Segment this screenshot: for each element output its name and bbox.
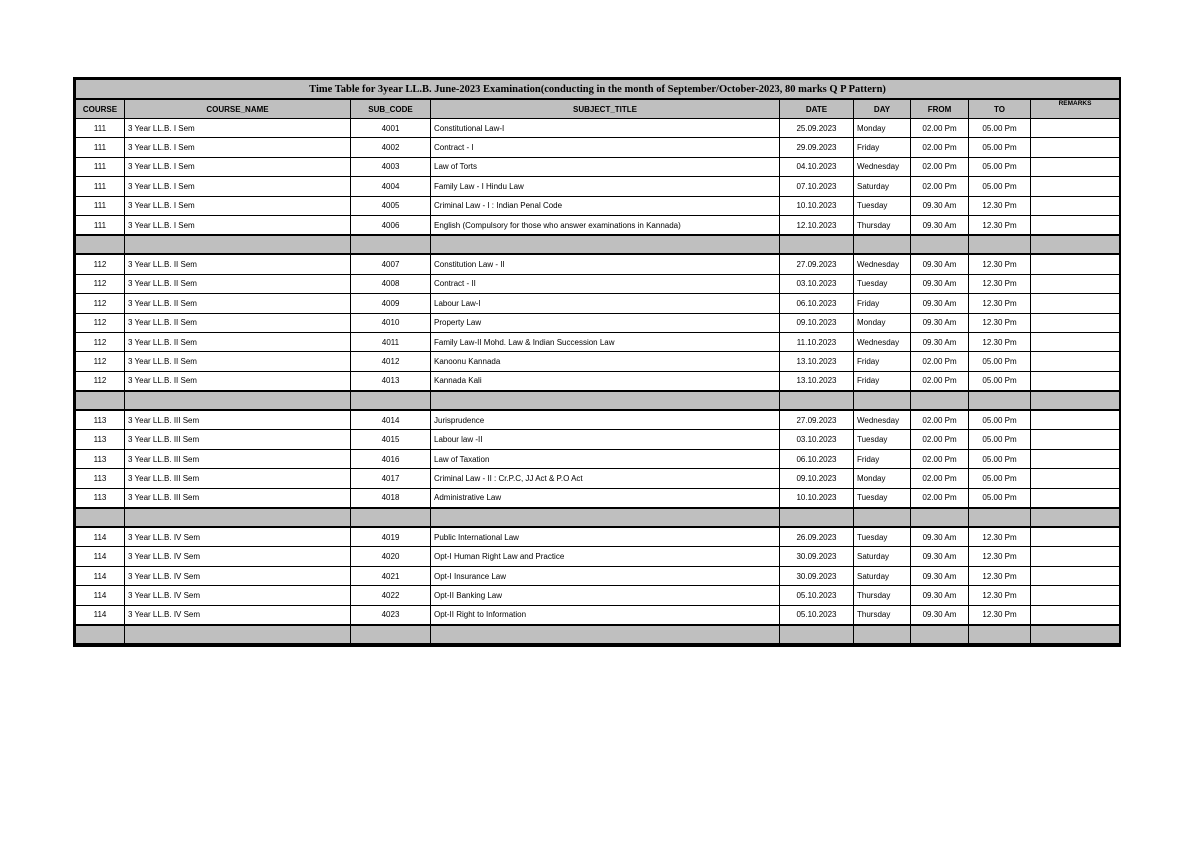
course-name-cell: 3 Year LL.B. IV Sem bbox=[125, 527, 351, 547]
sub-code-cell: 4022 bbox=[351, 586, 431, 605]
from-cell: 09.30 Am bbox=[911, 254, 969, 274]
course-name-cell: 3 Year LL.B. I Sem bbox=[125, 119, 351, 138]
to-cell: 12.30 Pm bbox=[969, 254, 1031, 274]
separator-cell bbox=[911, 625, 969, 644]
subject-title-cell: Contract - I bbox=[431, 138, 780, 157]
sub-code-cell: 4007 bbox=[351, 254, 431, 274]
from-cell: 02.00 Pm bbox=[911, 177, 969, 196]
course-cell: 113 bbox=[76, 410, 125, 430]
column-header-from: FROM bbox=[911, 99, 969, 119]
remarks-cell bbox=[1031, 177, 1120, 196]
course-cell: 113 bbox=[76, 469, 125, 488]
course-name-cell: 3 Year LL.B. III Sem bbox=[125, 449, 351, 468]
remarks-cell bbox=[1031, 138, 1120, 157]
separator-cell bbox=[76, 508, 125, 527]
column-header-date: DATE bbox=[780, 99, 854, 119]
group-separator-row bbox=[76, 391, 1120, 410]
day-cell: Thursday bbox=[854, 586, 911, 605]
from-cell: 09.30 Am bbox=[911, 566, 969, 585]
to-cell: 12.30 Pm bbox=[969, 586, 1031, 605]
from-cell: 09.30 Am bbox=[911, 332, 969, 351]
course-cell: 112 bbox=[76, 294, 125, 313]
date-cell: 03.10.2023 bbox=[780, 430, 854, 449]
subject-title-cell: Law of Torts bbox=[431, 157, 780, 176]
date-cell: 05.10.2023 bbox=[780, 586, 854, 605]
separator-cell bbox=[76, 625, 125, 644]
from-cell: 02.00 Pm bbox=[911, 371, 969, 391]
table-row bbox=[76, 138, 1120, 157]
subject-title-cell: Opt-II Right to Information bbox=[431, 605, 780, 625]
date-cell: 29.09.2023 bbox=[780, 138, 854, 157]
from-cell: 09.30 Am bbox=[911, 215, 969, 235]
table-row bbox=[76, 586, 1120, 605]
table-row bbox=[76, 371, 1120, 391]
column-header-remarks: REMARKS bbox=[1031, 99, 1120, 119]
sub-code-cell: 4009 bbox=[351, 294, 431, 313]
date-cell: 11.10.2023 bbox=[780, 332, 854, 351]
table-row bbox=[76, 547, 1120, 566]
to-cell: 05.00 Pm bbox=[969, 352, 1031, 371]
to-cell: 12.30 Pm bbox=[969, 527, 1031, 547]
date-cell: 10.10.2023 bbox=[780, 196, 854, 215]
separator-cell bbox=[1031, 391, 1120, 410]
separator-cell bbox=[351, 391, 431, 410]
date-cell: 04.10.2023 bbox=[780, 157, 854, 176]
table-row bbox=[76, 274, 1120, 293]
column-header-course: COURSE bbox=[76, 99, 125, 119]
course-name-cell: 3 Year LL.B. I Sem bbox=[125, 138, 351, 157]
to-cell: 05.00 Pm bbox=[969, 119, 1031, 138]
remarks-cell bbox=[1031, 119, 1120, 138]
timetable bbox=[75, 79, 1120, 645]
to-cell: 05.00 Pm bbox=[969, 469, 1031, 488]
course-cell: 112 bbox=[76, 254, 125, 274]
subject-title-cell: Opt-I Insurance Law bbox=[431, 566, 780, 585]
sub-code-cell: 4003 bbox=[351, 157, 431, 176]
course-cell: 111 bbox=[76, 215, 125, 235]
day-cell: Monday bbox=[854, 119, 911, 138]
date-cell: 30.09.2023 bbox=[780, 566, 854, 585]
course-name-cell: 3 Year LL.B. II Sem bbox=[125, 352, 351, 371]
date-cell: 13.10.2023 bbox=[780, 352, 854, 371]
day-cell: Tuesday bbox=[854, 430, 911, 449]
to-cell: 12.30 Pm bbox=[969, 605, 1031, 625]
table-row bbox=[76, 294, 1120, 313]
table-row bbox=[76, 254, 1120, 274]
course-name-cell: 3 Year LL.B. III Sem bbox=[125, 430, 351, 449]
from-cell: 02.00 Pm bbox=[911, 352, 969, 371]
course-name-cell: 3 Year LL.B. II Sem bbox=[125, 294, 351, 313]
course-name-cell: 3 Year LL.B. I Sem bbox=[125, 196, 351, 215]
day-cell: Friday bbox=[854, 352, 911, 371]
date-cell: 05.10.2023 bbox=[780, 605, 854, 625]
course-cell: 111 bbox=[76, 119, 125, 138]
sub-code-cell: 4004 bbox=[351, 177, 431, 196]
separator-cell bbox=[780, 625, 854, 644]
day-cell: Thursday bbox=[854, 215, 911, 235]
subject-title-cell: Property Law bbox=[431, 313, 780, 332]
course-name-cell: 3 Year LL.B. I Sem bbox=[125, 157, 351, 176]
separator-cell bbox=[969, 391, 1031, 410]
remarks-cell bbox=[1031, 488, 1120, 508]
table-row bbox=[76, 410, 1120, 430]
to-cell: 05.00 Pm bbox=[969, 157, 1031, 176]
date-cell: 27.09.2023 bbox=[780, 410, 854, 430]
sub-code-cell: 4023 bbox=[351, 605, 431, 625]
course-name-cell: 3 Year LL.B. II Sem bbox=[125, 274, 351, 293]
course-name-cell: 3 Year LL.B. II Sem bbox=[125, 313, 351, 332]
remarks-cell bbox=[1031, 371, 1120, 391]
sub-code-cell: 4006 bbox=[351, 215, 431, 235]
to-cell: 05.00 Pm bbox=[969, 371, 1031, 391]
column-header-sub-code: SUB_CODE bbox=[351, 99, 431, 119]
table-row bbox=[76, 215, 1120, 235]
timetable-sheet bbox=[73, 77, 1121, 647]
separator-cell bbox=[854, 508, 911, 527]
sub-code-cell: 4014 bbox=[351, 410, 431, 430]
subject-title-cell: Law of Taxation bbox=[431, 449, 780, 468]
from-cell: 09.30 Am bbox=[911, 196, 969, 215]
subject-title-cell: Labour law -II bbox=[431, 430, 780, 449]
day-cell: Thursday bbox=[854, 605, 911, 625]
table-row bbox=[76, 119, 1120, 138]
remarks-cell bbox=[1031, 566, 1120, 585]
course-name-cell: 3 Year LL.B. IV Sem bbox=[125, 605, 351, 625]
to-cell: 12.30 Pm bbox=[969, 313, 1031, 332]
subject-title-cell: Kannada Kali bbox=[431, 371, 780, 391]
from-cell: 09.30 Am bbox=[911, 586, 969, 605]
separator-cell bbox=[969, 235, 1031, 254]
separator-cell bbox=[780, 391, 854, 410]
separator-cell bbox=[431, 235, 780, 254]
remarks-cell bbox=[1031, 274, 1120, 293]
day-cell: Tuesday bbox=[854, 527, 911, 547]
sub-code-cell: 4016 bbox=[351, 449, 431, 468]
course-cell: 114 bbox=[76, 547, 125, 566]
subject-title-cell: Contract - II bbox=[431, 274, 780, 293]
separator-cell bbox=[969, 625, 1031, 644]
course-name-cell: 3 Year LL.B. III Sem bbox=[125, 469, 351, 488]
group-separator-row bbox=[76, 625, 1120, 644]
subject-title-cell: Family Law - I Hindu Law bbox=[431, 177, 780, 196]
remarks-cell bbox=[1031, 449, 1120, 468]
date-cell: 13.10.2023 bbox=[780, 371, 854, 391]
course-cell: 113 bbox=[76, 488, 125, 508]
day-cell: Wednesday bbox=[854, 410, 911, 430]
course-name-cell: 3 Year LL.B. I Sem bbox=[125, 177, 351, 196]
from-cell: 09.30 Am bbox=[911, 313, 969, 332]
separator-cell bbox=[854, 625, 911, 644]
day-cell: Saturday bbox=[854, 177, 911, 196]
course-name-cell: 3 Year LL.B. IV Sem bbox=[125, 586, 351, 605]
to-cell: 05.00 Pm bbox=[969, 430, 1031, 449]
separator-cell bbox=[854, 391, 911, 410]
column-header-day: DAY bbox=[854, 99, 911, 119]
remarks-cell bbox=[1031, 410, 1120, 430]
separator-cell bbox=[780, 508, 854, 527]
date-cell: 12.10.2023 bbox=[780, 215, 854, 235]
course-cell: 112 bbox=[76, 313, 125, 332]
separator-cell bbox=[125, 625, 351, 644]
date-cell: 06.10.2023 bbox=[780, 294, 854, 313]
remarks-cell bbox=[1031, 469, 1120, 488]
from-cell: 02.00 Pm bbox=[911, 157, 969, 176]
to-cell: 12.30 Pm bbox=[969, 274, 1031, 293]
remarks-cell bbox=[1031, 547, 1120, 566]
group-separator-row bbox=[76, 235, 1120, 254]
separator-cell bbox=[351, 625, 431, 644]
separator-cell bbox=[780, 235, 854, 254]
date-cell: 07.10.2023 bbox=[780, 177, 854, 196]
to-cell: 12.30 Pm bbox=[969, 332, 1031, 351]
subject-title-cell: Constitutional Law-I bbox=[431, 119, 780, 138]
course-cell: 112 bbox=[76, 332, 125, 351]
group-separator-row bbox=[76, 508, 1120, 527]
separator-cell bbox=[76, 235, 125, 254]
subject-title-cell: Kanoonu Kannada bbox=[431, 352, 780, 371]
day-cell: Tuesday bbox=[854, 274, 911, 293]
separator-cell bbox=[911, 235, 969, 254]
subject-title-cell: Jurisprudence bbox=[431, 410, 780, 430]
table-row bbox=[76, 469, 1120, 488]
sub-code-cell: 4008 bbox=[351, 274, 431, 293]
to-cell: 12.30 Pm bbox=[969, 547, 1031, 566]
separator-cell bbox=[1031, 625, 1120, 644]
day-cell: Tuesday bbox=[854, 196, 911, 215]
date-cell: 26.09.2023 bbox=[780, 527, 854, 547]
course-name-cell: 3 Year LL.B. IV Sem bbox=[125, 547, 351, 566]
table-row bbox=[76, 352, 1120, 371]
date-cell: 30.09.2023 bbox=[780, 547, 854, 566]
to-cell: 12.30 Pm bbox=[969, 294, 1031, 313]
column-header-course-name: COURSE_NAME bbox=[125, 99, 351, 119]
to-cell: 12.30 Pm bbox=[969, 566, 1031, 585]
from-cell: 02.00 Pm bbox=[911, 430, 969, 449]
course-cell: 111 bbox=[76, 177, 125, 196]
sub-code-cell: 4011 bbox=[351, 332, 431, 351]
separator-cell bbox=[854, 235, 911, 254]
separator-cell bbox=[911, 391, 969, 410]
from-cell: 09.30 Am bbox=[911, 294, 969, 313]
course-cell: 113 bbox=[76, 430, 125, 449]
from-cell: 09.30 Am bbox=[911, 527, 969, 547]
subject-title-cell: Opt-I Human Right Law and Practice bbox=[431, 547, 780, 566]
sub-code-cell: 4019 bbox=[351, 527, 431, 547]
sub-code-cell: 4005 bbox=[351, 196, 431, 215]
remarks-cell bbox=[1031, 430, 1120, 449]
remarks-cell bbox=[1031, 157, 1120, 176]
date-cell: 03.10.2023 bbox=[780, 274, 854, 293]
separator-cell bbox=[125, 235, 351, 254]
day-cell: Friday bbox=[854, 138, 911, 157]
separator-cell bbox=[1031, 235, 1120, 254]
course-cell: 111 bbox=[76, 138, 125, 157]
subject-title-cell: Public International Law bbox=[431, 527, 780, 547]
table-row bbox=[76, 605, 1120, 625]
sub-code-cell: 4010 bbox=[351, 313, 431, 332]
separator-cell bbox=[125, 508, 351, 527]
subject-title-cell: Criminal Law - II : Cr.P.C, JJ Act & P.O Act bbox=[431, 469, 780, 488]
separator-cell bbox=[351, 508, 431, 527]
day-cell: Friday bbox=[854, 294, 911, 313]
subject-title-cell: English (Compulsory for those who answer examinations in Kannada) bbox=[431, 215, 780, 235]
table-row bbox=[76, 196, 1120, 215]
table-row bbox=[76, 566, 1120, 585]
day-cell: Monday bbox=[854, 313, 911, 332]
remarks-cell bbox=[1031, 586, 1120, 605]
course-name-cell: 3 Year LL.B. II Sem bbox=[125, 332, 351, 351]
to-cell: 05.00 Pm bbox=[969, 138, 1031, 157]
column-header-subject-title: SUBJECT_TITLE bbox=[431, 99, 780, 119]
from-cell: 02.00 Pm bbox=[911, 119, 969, 138]
separator-cell bbox=[1031, 508, 1120, 527]
sub-code-cell: 4015 bbox=[351, 430, 431, 449]
date-cell: 09.10.2023 bbox=[780, 469, 854, 488]
remarks-cell bbox=[1031, 527, 1120, 547]
day-cell: Friday bbox=[854, 371, 911, 391]
sub-code-cell: 4017 bbox=[351, 469, 431, 488]
from-cell: 09.30 Am bbox=[911, 605, 969, 625]
course-cell: 114 bbox=[76, 605, 125, 625]
course-cell: 113 bbox=[76, 449, 125, 468]
separator-cell bbox=[969, 508, 1031, 527]
separator-cell bbox=[431, 508, 780, 527]
table-row bbox=[76, 177, 1120, 196]
remarks-cell bbox=[1031, 313, 1120, 332]
from-cell: 02.00 Pm bbox=[911, 449, 969, 468]
course-name-cell: 3 Year LL.B. II Sem bbox=[125, 371, 351, 391]
from-cell: 02.00 Pm bbox=[911, 469, 969, 488]
date-cell: 25.09.2023 bbox=[780, 119, 854, 138]
date-cell: 27.09.2023 bbox=[780, 254, 854, 274]
to-cell: 12.30 Pm bbox=[969, 215, 1031, 235]
column-header-to: TO bbox=[969, 99, 1031, 119]
table-row bbox=[76, 449, 1120, 468]
table-row bbox=[76, 313, 1120, 332]
remarks-cell bbox=[1031, 215, 1120, 235]
course-cell: 112 bbox=[76, 352, 125, 371]
separator-cell bbox=[431, 391, 780, 410]
course-cell: 114 bbox=[76, 527, 125, 547]
table-row bbox=[76, 430, 1120, 449]
subject-title-cell: Administrative Law bbox=[431, 488, 780, 508]
to-cell: 12.30 Pm bbox=[969, 196, 1031, 215]
course-name-cell: 3 Year LL.B. I Sem bbox=[125, 215, 351, 235]
separator-cell bbox=[351, 235, 431, 254]
to-cell: 05.00 Pm bbox=[969, 177, 1031, 196]
from-cell: 02.00 Pm bbox=[911, 488, 969, 508]
from-cell: 09.30 Am bbox=[911, 547, 969, 566]
course-cell: 112 bbox=[76, 371, 125, 391]
sub-code-cell: 4018 bbox=[351, 488, 431, 508]
course-cell: 112 bbox=[76, 274, 125, 293]
day-cell: Saturday bbox=[854, 547, 911, 566]
subject-title-cell: Criminal Law - I : Indian Penal Code bbox=[431, 196, 780, 215]
day-cell: Friday bbox=[854, 449, 911, 468]
sub-code-cell: 4001 bbox=[351, 119, 431, 138]
remarks-cell bbox=[1031, 294, 1120, 313]
day-cell: Wednesday bbox=[854, 157, 911, 176]
subject-title-cell: Constitution Law - II bbox=[431, 254, 780, 274]
day-cell: Tuesday bbox=[854, 488, 911, 508]
course-cell: 114 bbox=[76, 586, 125, 605]
course-cell: 111 bbox=[76, 196, 125, 215]
remarks-cell bbox=[1031, 332, 1120, 351]
day-cell: Saturday bbox=[854, 566, 911, 585]
separator-cell bbox=[76, 391, 125, 410]
remarks-cell bbox=[1031, 605, 1120, 625]
day-cell: Wednesday bbox=[854, 254, 911, 274]
day-cell: Wednesday bbox=[854, 332, 911, 351]
table-row bbox=[76, 527, 1120, 547]
date-cell: 09.10.2023 bbox=[780, 313, 854, 332]
subject-title-cell: Family Law-II Mohd. Law & Indian Succession Law bbox=[431, 332, 780, 351]
from-cell: 09.30 Am bbox=[911, 274, 969, 293]
sub-code-cell: 4021 bbox=[351, 566, 431, 585]
course-name-cell: 3 Year LL.B. II Sem bbox=[125, 254, 351, 274]
page-title: Time Table for 3year LL.B. June-2023 Examination(conducting in the month of September/October-2023, 80 marks Q P Pattern) bbox=[76, 80, 1120, 100]
separator-cell bbox=[125, 391, 351, 410]
course-cell: 111 bbox=[76, 157, 125, 176]
subject-title-cell: Labour Law-I bbox=[431, 294, 780, 313]
to-cell: 05.00 Pm bbox=[969, 410, 1031, 430]
table-row bbox=[76, 488, 1120, 508]
table-row bbox=[76, 332, 1120, 351]
sub-code-cell: 4013 bbox=[351, 371, 431, 391]
from-cell: 02.00 Pm bbox=[911, 138, 969, 157]
to-cell: 05.00 Pm bbox=[969, 449, 1031, 468]
to-cell: 05.00 Pm bbox=[969, 488, 1031, 508]
from-cell: 02.00 Pm bbox=[911, 410, 969, 430]
day-cell: Monday bbox=[854, 469, 911, 488]
course-cell: 114 bbox=[76, 566, 125, 585]
sub-code-cell: 4012 bbox=[351, 352, 431, 371]
course-name-cell: 3 Year LL.B. III Sem bbox=[125, 488, 351, 508]
remarks-cell bbox=[1031, 196, 1120, 215]
subject-title-cell: Opt-II Banking Law bbox=[431, 586, 780, 605]
sub-code-cell: 4002 bbox=[351, 138, 431, 157]
course-name-cell: 3 Year LL.B. III Sem bbox=[125, 410, 351, 430]
sub-code-cell: 4020 bbox=[351, 547, 431, 566]
date-cell: 10.10.2023 bbox=[780, 488, 854, 508]
date-cell: 06.10.2023 bbox=[780, 449, 854, 468]
remarks-cell bbox=[1031, 254, 1120, 274]
course-name-cell: 3 Year LL.B. IV Sem bbox=[125, 566, 351, 585]
separator-cell bbox=[431, 625, 780, 644]
remarks-cell bbox=[1031, 352, 1120, 371]
separator-cell bbox=[911, 508, 969, 527]
table-row bbox=[76, 157, 1120, 176]
